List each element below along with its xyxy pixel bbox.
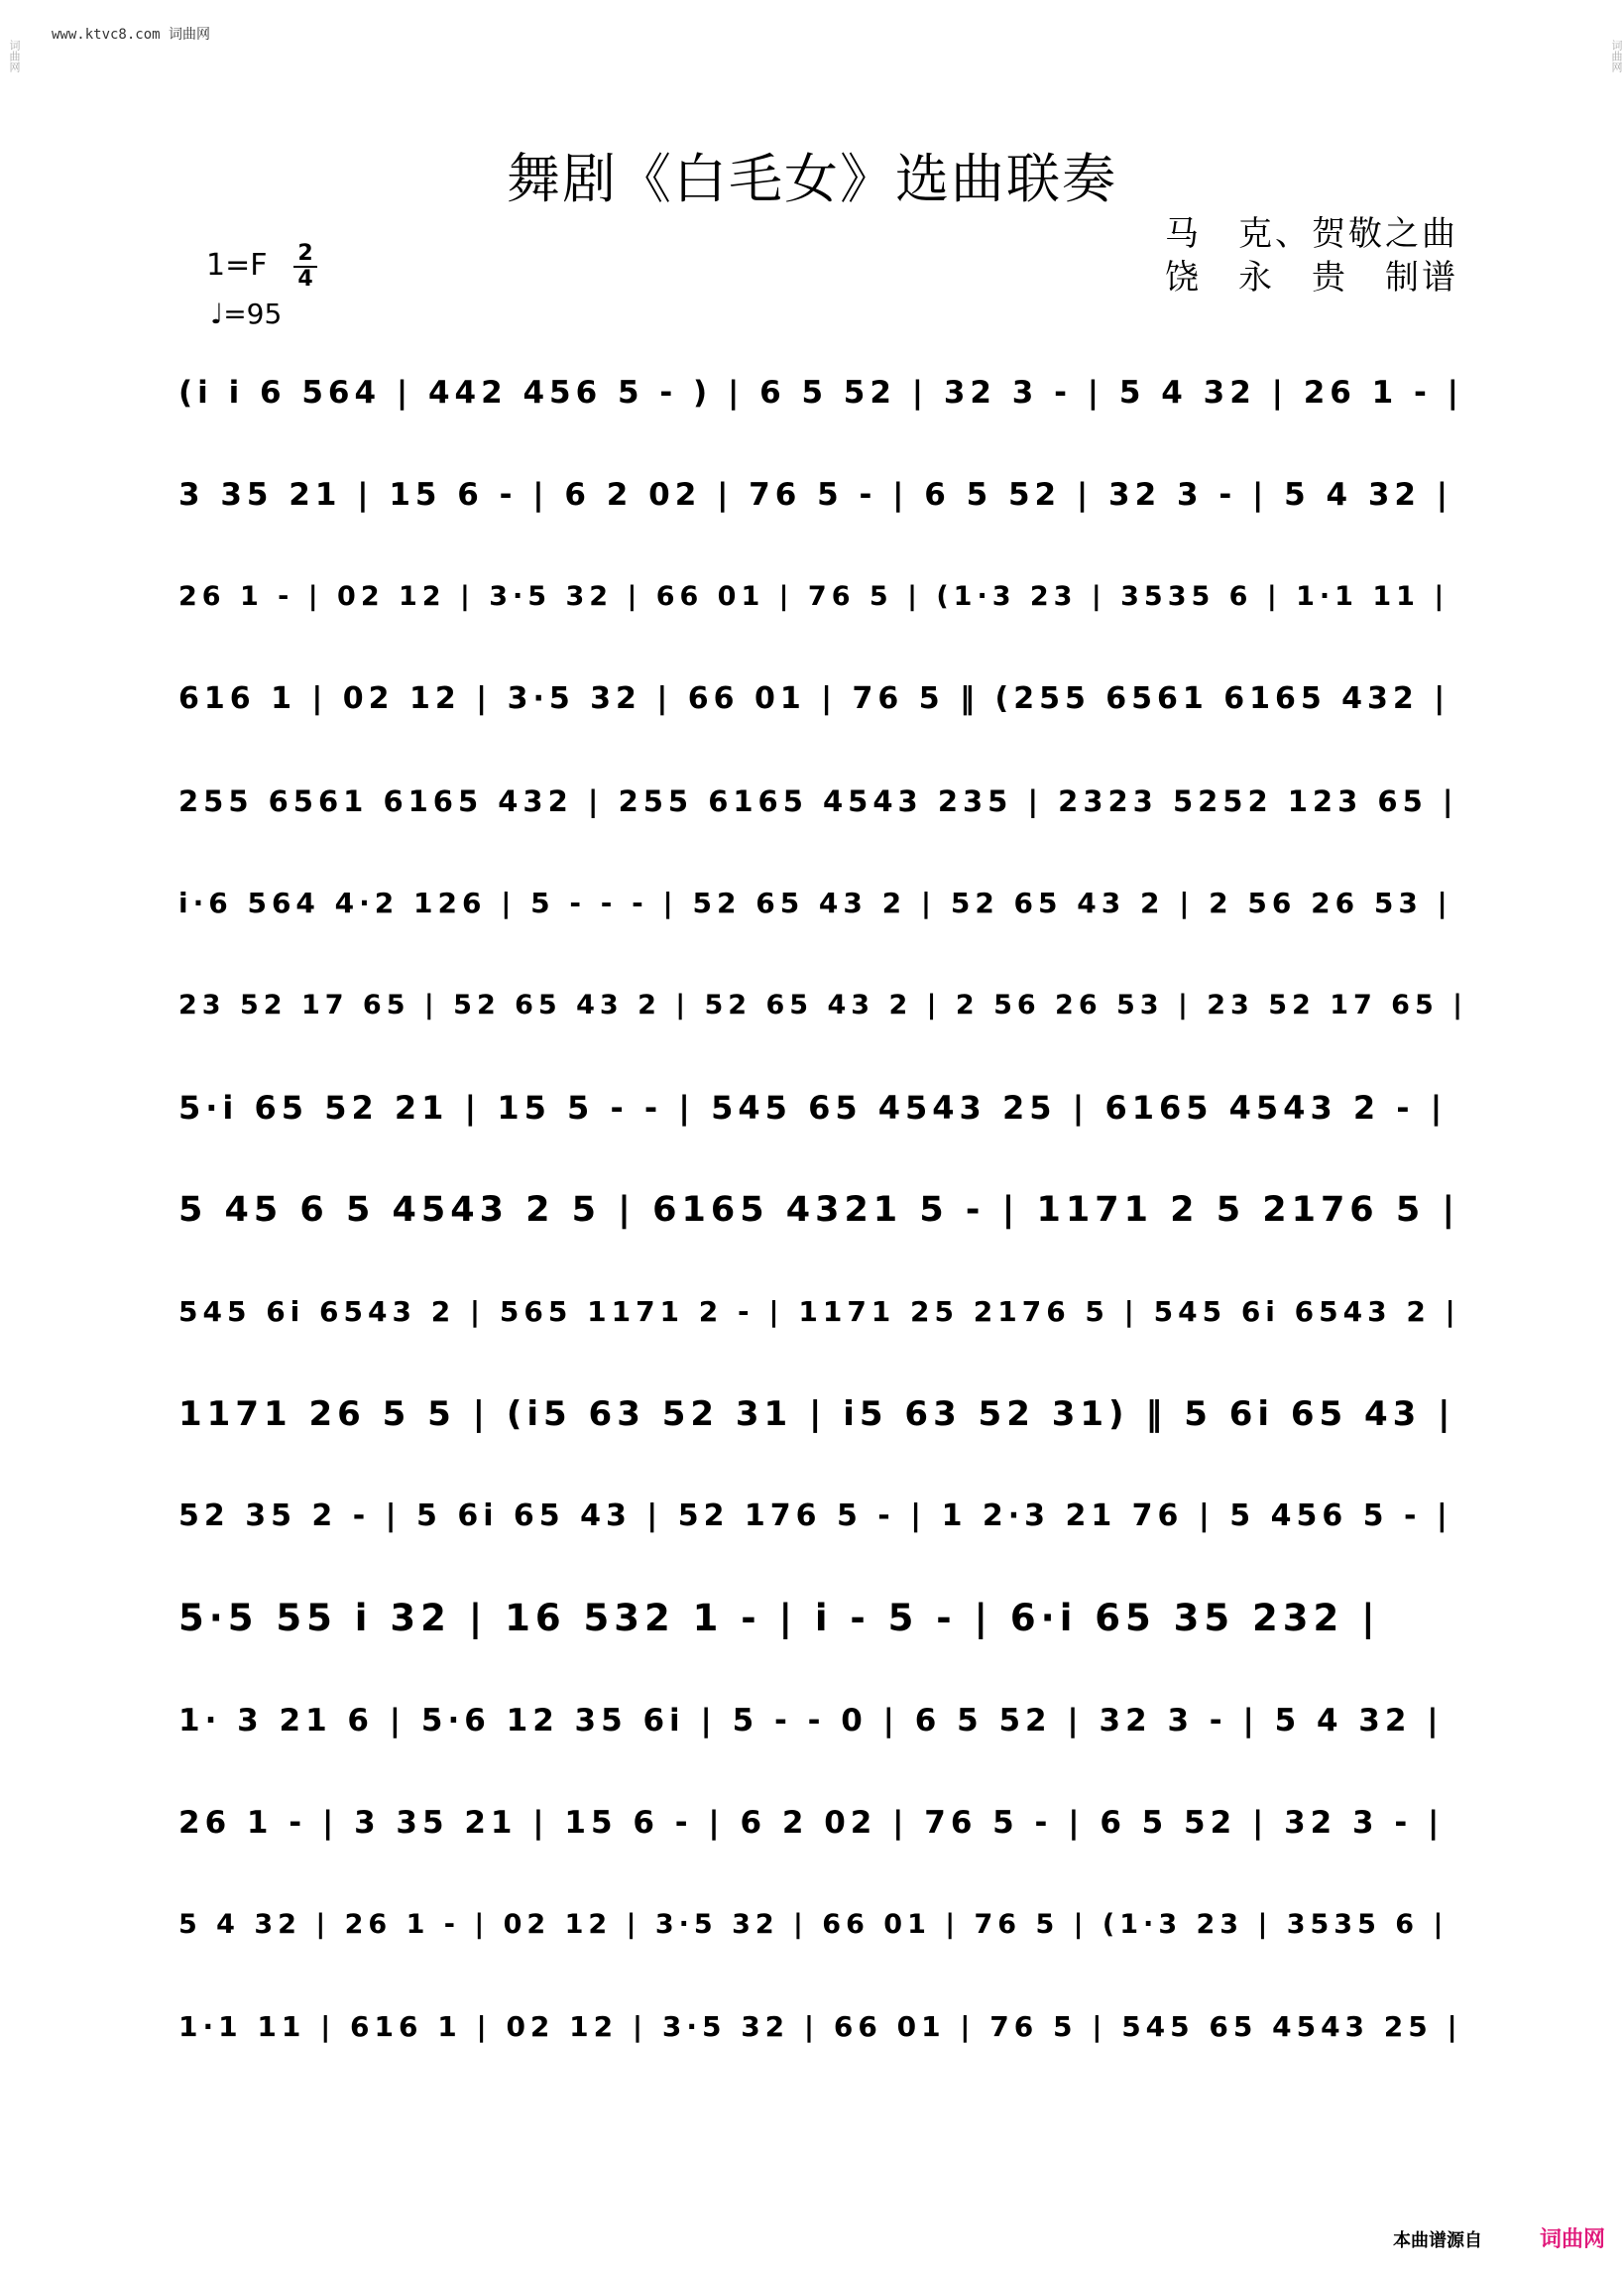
notation-line bbox=[178, 561, 1467, 663]
notation-line bbox=[178, 663, 1467, 766]
line-text: 5·i 65 52 21 | 15 5 - - | 545 65 4543 25 | 6165 4543 2 - | bbox=[178, 1089, 1448, 1127]
page-title: 舞剧《白毛女》选曲联奏 bbox=[507, 148, 1117, 210]
notation-line bbox=[178, 1174, 1467, 1276]
credits bbox=[1165, 212, 1458, 299]
line-text: 1· 3 21 6 | 5·6 12 35 6i | 5 - - 0 | 6 5 52 | 32 3 - | 5 4 32 | bbox=[178, 1703, 1444, 1738]
notation-staff bbox=[178, 357, 1467, 2094]
line-text: 52 35 2 - | 5 6i 65 43 | 52 176 5 - | 1 2·3 21 76 | 5 456 5 - | bbox=[178, 1498, 1452, 1533]
key-signature: 1=F bbox=[206, 248, 268, 283]
line-text: 23 52 17 65 | 52 65 43 2 | 52 65 43 2 | 2 56 26 53 | 23 52 17 65 | bbox=[178, 990, 1468, 1020]
line-text: 1·1 11 | 616 1 | 02 12 | 3·5 32 | 66 01 | 76 5 | 545 65 4543 25 | bbox=[178, 2010, 1462, 2043]
right-watermark: 词曲网 bbox=[1610, 40, 1623, 72]
notation-line bbox=[178, 459, 1467, 561]
notation-line bbox=[178, 1276, 1467, 1378]
line-text: (i i 6 564 | 442 456 5 - ) | 6 5 52 | 32 3 - | 5 4 32 | 26 1 - | bbox=[178, 375, 1463, 411]
line-text: 26 1 - | 3 35 21 | 15 6 - | 6 2 02 | 76 5 - | 6 5 52 | 32 3 - | bbox=[178, 1805, 1445, 1841]
notation-line bbox=[178, 1378, 1467, 1481]
line-text: 3 35 21 | 15 6 - | 6 2 02 | 76 5 - | 6 5 52 | 32 3 - | 5 4 32 | bbox=[178, 477, 1453, 513]
composer-credit: 马 克、贺敬之曲 bbox=[1165, 214, 1458, 254]
notation-line bbox=[178, 1787, 1467, 1889]
line-text: 545 6i 6543 2 | 565 1171 2 - | 1171 25 2176 5 | 545 6i 6543 2 | bbox=[178, 1295, 1460, 1328]
notation-line bbox=[178, 1889, 1467, 1991]
tempo-marking: ♩=95 bbox=[210, 298, 283, 330]
notation-line bbox=[178, 357, 1467, 459]
meter-top: 2 bbox=[297, 241, 313, 266]
notation-line bbox=[178, 1583, 1467, 1685]
notation-line bbox=[178, 1072, 1467, 1174]
notation-line bbox=[178, 868, 1467, 970]
left-watermark: 词曲网 bbox=[8, 40, 21, 72]
transcriber-credit: 饶 永 贵 制谱 bbox=[1165, 258, 1458, 298]
time-signature bbox=[293, 243, 317, 291]
notation-line bbox=[178, 1481, 1467, 1583]
line-text: 1171 26 5 5 | (i5 63 52 31 | i5 63 52 31) ‖ 5 6i 65 43 | bbox=[178, 1394, 1455, 1434]
site-url[interactable]: www.ktvc8.com 词曲网 bbox=[52, 27, 211, 43]
notation-line bbox=[178, 970, 1467, 1072]
line-text: 5·5 55 i 32 | 16 532 1 - | i - 5 - | 6·i 65 35 232 | bbox=[178, 1597, 1380, 1639]
line-text: 616 1 | 02 12 | 3·5 32 | 66 01 | 76 5 ‖ (255 6561 6165 432 | bbox=[178, 681, 1450, 716]
meter-bottom: 4 bbox=[297, 267, 313, 292]
line-text: 5 45 6 5 4543 2 5 | 6165 4321 5 - | 1171 2 5 2176 5 | bbox=[178, 1190, 1460, 1230]
notation-line bbox=[178, 1991, 1467, 2094]
line-text: 255 6561 6165 432 | 255 6165 4543 235 | 2323 5252 123 65 | bbox=[178, 784, 1458, 818]
line-text: 26 1 - | 02 12 | 3·5 32 | 66 01 | 76 5 | (1·3 23 | 3535 6 | 1·1 11 | bbox=[178, 581, 1450, 612]
footer-logo[interactable]: 词曲网 bbox=[1540, 2227, 1606, 2252]
line-text: i·6 564 4·2 126 | 5 - - - | 52 65 43 2 | 52 65 43 2 | 2 56 26 53 | bbox=[178, 887, 1452, 919]
notation-line bbox=[178, 766, 1467, 868]
footer-source: 本曲谱源自 bbox=[1393, 2230, 1482, 2251]
line-text: 5 4 32 | 26 1 - | 02 12 | 3·5 32 | 66 01 | 76 5 | (1·3 23 | 3535 6 | bbox=[178, 1909, 1449, 1940]
notation-line bbox=[178, 1685, 1467, 1787]
